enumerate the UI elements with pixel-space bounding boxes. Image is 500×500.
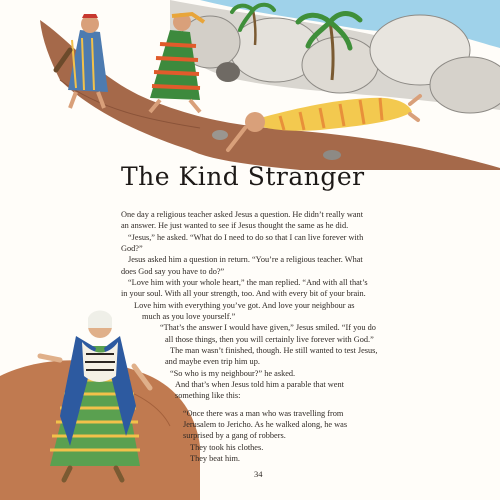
body-text-line: Jerusalem to Jericho. As he walked along, he was bbox=[183, 420, 348, 429]
page-number: 34 bbox=[254, 469, 263, 479]
body-text-line: “Once there was a man who was travelling from bbox=[183, 409, 344, 418]
body-text-line: an answer. He just wanted to see if Jesus thought the same as he did. bbox=[121, 221, 349, 230]
body-text-line: “So who is my neighbour?” he asked. bbox=[170, 369, 296, 378]
body-text-line: and maybe even trip him up. bbox=[165, 357, 260, 366]
body-text-line: Love him with everything you’ve got. And love your neighbour as bbox=[134, 301, 355, 310]
story-title: The Kind Stranger bbox=[121, 162, 365, 191]
body-text-line: “That’s the answer I would have given,” Jesus smiled. “If you do bbox=[160, 323, 376, 332]
body-text-line: One day a religious teacher asked Jesus a question. He didn’t really want bbox=[121, 210, 363, 219]
body-text-line: “Love him with your whole heart,” the man replied. “And with all that’s bbox=[128, 278, 368, 287]
body-text-line: something like this: bbox=[175, 391, 241, 400]
body-text-line: surprised by a gang of robbers. bbox=[183, 431, 286, 440]
body-text-line: The man wasn’t finished, though. He still wanted to test Jesus, bbox=[170, 346, 378, 355]
body-text-line: all those things, then you will certainly live forever with God.” bbox=[165, 335, 374, 344]
body-text-line: They beat him. bbox=[190, 454, 240, 463]
body-text-line: And that’s when Jesus told him a parable that went bbox=[175, 380, 344, 389]
body-text-line: does God say you have to do?” bbox=[121, 267, 225, 276]
body-text-line: Jesus asked him a question in return. “You’re a religious teacher. What bbox=[128, 255, 363, 264]
body-text-line: “Jesus,” he asked. “What do I need to do so that I can live forever with bbox=[128, 233, 364, 242]
body-text-line: much as you love yourself.” bbox=[142, 312, 236, 321]
robbers-scene-illustration bbox=[0, 0, 500, 170]
body-text-line: They took his clothes. bbox=[190, 443, 264, 452]
body-text-line: in your soul. With all your strength, too. And with every bit of your brain. bbox=[121, 289, 366, 298]
body-text-line: God?” bbox=[121, 244, 143, 253]
